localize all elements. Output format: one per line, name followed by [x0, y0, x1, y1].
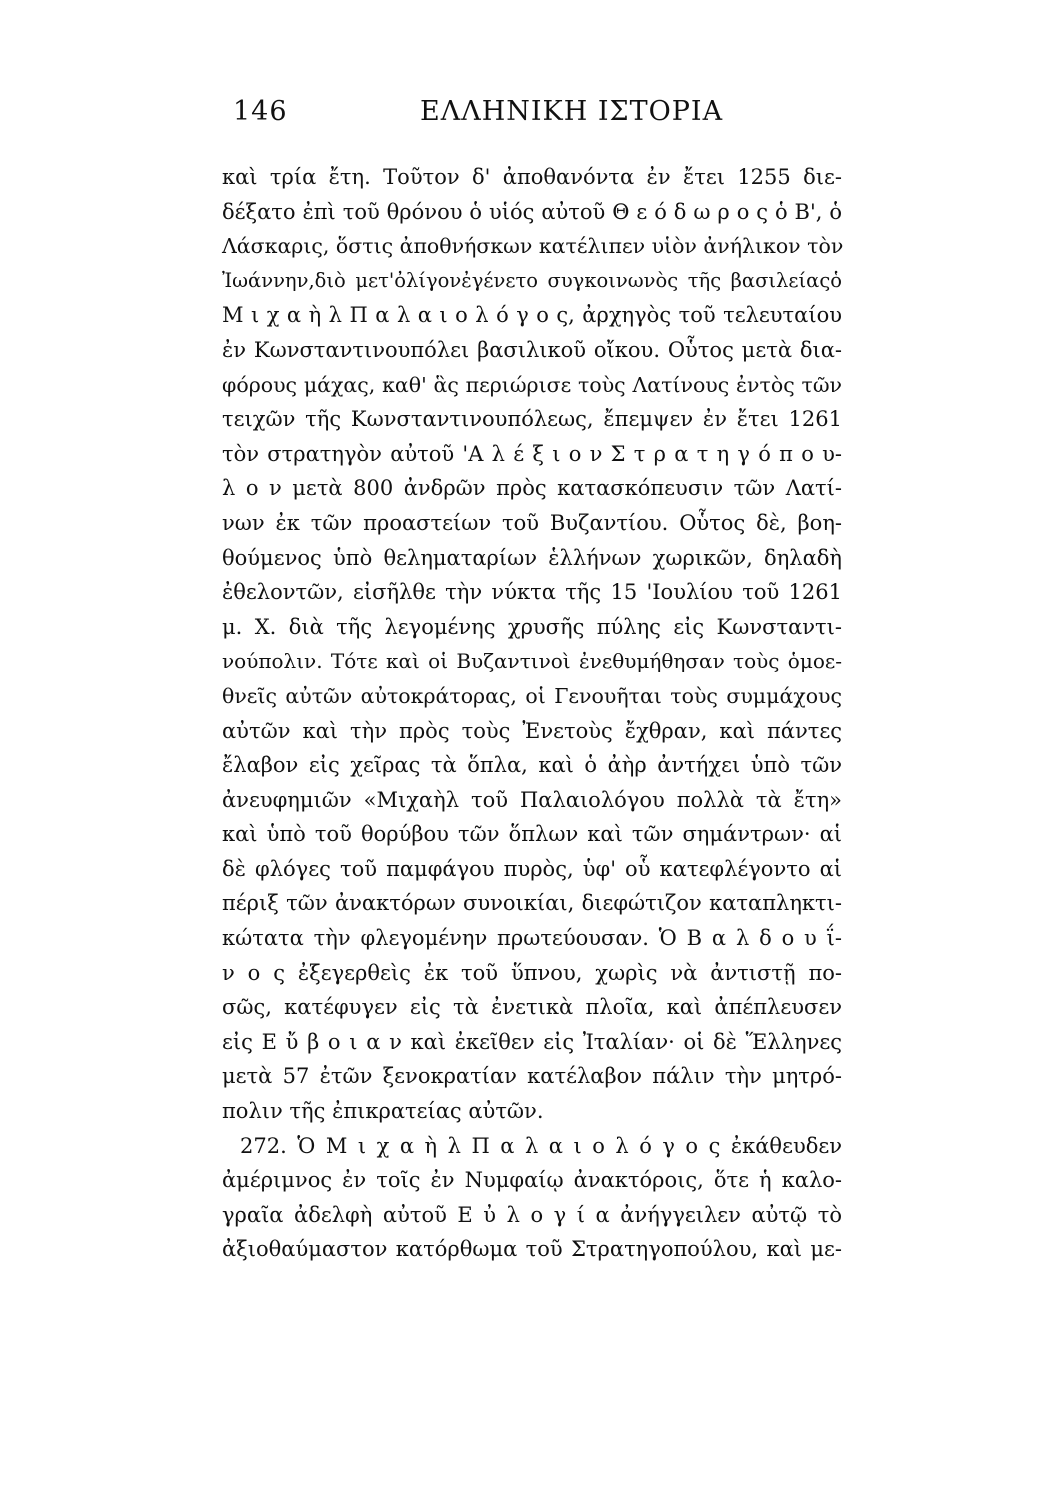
body-text: [222, 160, 842, 1267]
text-line: γραῖα ἀδελφὴ αὐτοῦ Ε ὐ λ ο γ ί α ἀνήγγειλεν αὐτῷ τὸ: [222, 1202, 842, 1227]
text-line: Ἰωάννην,διὸ μετ'ὀλίγονἐγένετο συγκοινωνὸς τῆς βασιλείαςὁ: [222, 268, 842, 292]
running-title: ΕΛΛΗΝΙΚΗ ΙΣΤΟΡΙΑ: [420, 96, 724, 127]
text-line: πολιν τῆς ἐπικρατείας αὐτῶν.: [222, 1099, 544, 1124]
text-line: τειχῶν τῆς Κωνσταντινουπόλεως, ἔπεμψεν ἐν ἔτει 1261: [222, 407, 842, 432]
text-line: σῶς, κατέφυγεν εἰς τὰ ἐνετικὰ πλοῖα, καὶ ἀπέπλευσεν: [222, 995, 842, 1020]
text-line: ἔλαβον εἰς χεῖρας τὰ ὅπλα, καὶ ὁ ἀὴρ ἀντήχει ὑπὸ τῶν: [222, 753, 842, 778]
text-line: ἀξιοθαύμαστον κατόρθωμα τοῦ Στρατηγοπούλου, καὶ με-: [222, 1237, 842, 1262]
text-line: 272. Ὁ Μ ι χ α ὴ λ Π α λ α ι ο λ ό γ ο ς ἐκάθευδεν: [240, 1133, 842, 1158]
text-line: νούπολιν. Τότε καὶ οἱ Βυζαντινοὶ ἐνεθυμήθησαν τοὺς ὁμοε-: [222, 649, 842, 674]
text-line: μετὰ 57 ἐτῶν ξενοκρατίαν κατέλαβον πάλιν τὴν μητρό-: [222, 1064, 842, 1089]
text-line: θούμενος ὑπὸ θεληματαρίων ἑλλήνων χωρικῶν, δηλαδὴ: [222, 545, 842, 570]
text-line: Μ ι χ α ὴ λ Π α λ α ι ο λ ό γ ο ς, ἀρχηγὸς τοῦ τελευταίου: [222, 303, 842, 328]
text-line: Λάσκαρις, ὅστις ἀποθνήσκων κατέλιπεν υἱὸν ἀνήλικον τὸν: [222, 234, 844, 259]
text-line: εἰς Ε ὔ β ο ι α ν καὶ ἐκεῖθεν εἰς Ἰταλίαν· οἱ δὲ Ἕλληνες: [222, 1029, 842, 1054]
text-line: ἀμέριμνος ἐν τοῖς ἐν Νυμφαίῳ ἀνακτόροις, ὅτε ἡ καλο-: [222, 1168, 842, 1193]
text-line: ν ο ς ἐξεγερθεὶς ἐκ τοῦ ὕπνου, χωρὶς νὰ ἀντιστῇ πο-: [222, 960, 842, 985]
text-line: φόρους μάχας, καθ' ἃς περιώρισε τοὺς Λατίνους ἐντὸς τῶν: [222, 372, 842, 397]
text-line: πέριξ τῶν ἀνακτόρων συνοικίαι, διεφώτιζον καταπληκτι-: [222, 891, 842, 916]
text-line: μ. Χ. διὰ τῆς λεγομένης χρυσῆς πύλης εἰς Κωνσταντι-: [222, 614, 842, 639]
text-line: ἐθελοντῶν, εἰσῆλθε τὴν νύκτα τῆς 15 'Ιουλίου τοῦ 1261: [222, 580, 842, 605]
text-line: δέξατο ἐπὶ τοῦ θρόνου ὁ υἱός αὐτοῦ Θ ε ό δ ω ρ ο ς ὁ Β', ὁ: [222, 199, 842, 224]
text-line: δὲ φλόγες τοῦ παμφάγου πυρὸς, ὑφ' οὗ κατεφλέγοντο αἱ: [222, 856, 842, 881]
page-number: 146: [233, 96, 288, 127]
text-line: αὐτῶν καὶ τὴν πρὸς τοὺς Ἐνετοὺς ἔχθραν, καὶ πάντες: [222, 718, 842, 743]
text-line: τὸν στρατηγὸν αὐτοῦ 'Α λ έ ξ ι ο ν Σ τ ρ α τ η γ ό π ο υ-: [222, 441, 842, 466]
running-head: [225, 96, 825, 136]
text-line: νων ἐκ τῶν προαστείων τοῦ Βυζαντίου. Οὗτος δὲ, βοη-: [222, 510, 842, 535]
text-line: ἐν Κωνσταντινουπόλει βασιλικοῦ οἴκου. Οὗτος μετὰ δια-: [222, 337, 842, 362]
text-line: ἀνευφημιῶν «Μιχαὴλ τοῦ Παλαιολόγου πολλὰ τὰ ἔτη»: [222, 787, 842, 812]
text-line: θνεῖς αὐτῶν αὐτοκράτορας, οἱ Γενουῆται τοὺς συμμάχους: [222, 683, 842, 708]
text-line: καὶ τρία ἔτη. Τοῦτον δ' ἀποθανόντα ἐν ἔτει 1255 διε-: [222, 165, 842, 189]
text-line: κώτατα τὴν φλεγομένην πρωτεύουσαν. Ὁ Β α λ δ ο υ ΐ-: [222, 926, 842, 951]
text-line: λ ο ν μετὰ 800 ἀνδρῶν πρὸς κατασκόπευσιν τῶν Λατί-: [222, 476, 842, 501]
text-line: καὶ ὑπὸ τοῦ θορύβου τῶν ὅπλων καὶ τῶν σημάντρων· αἱ: [222, 822, 842, 847]
